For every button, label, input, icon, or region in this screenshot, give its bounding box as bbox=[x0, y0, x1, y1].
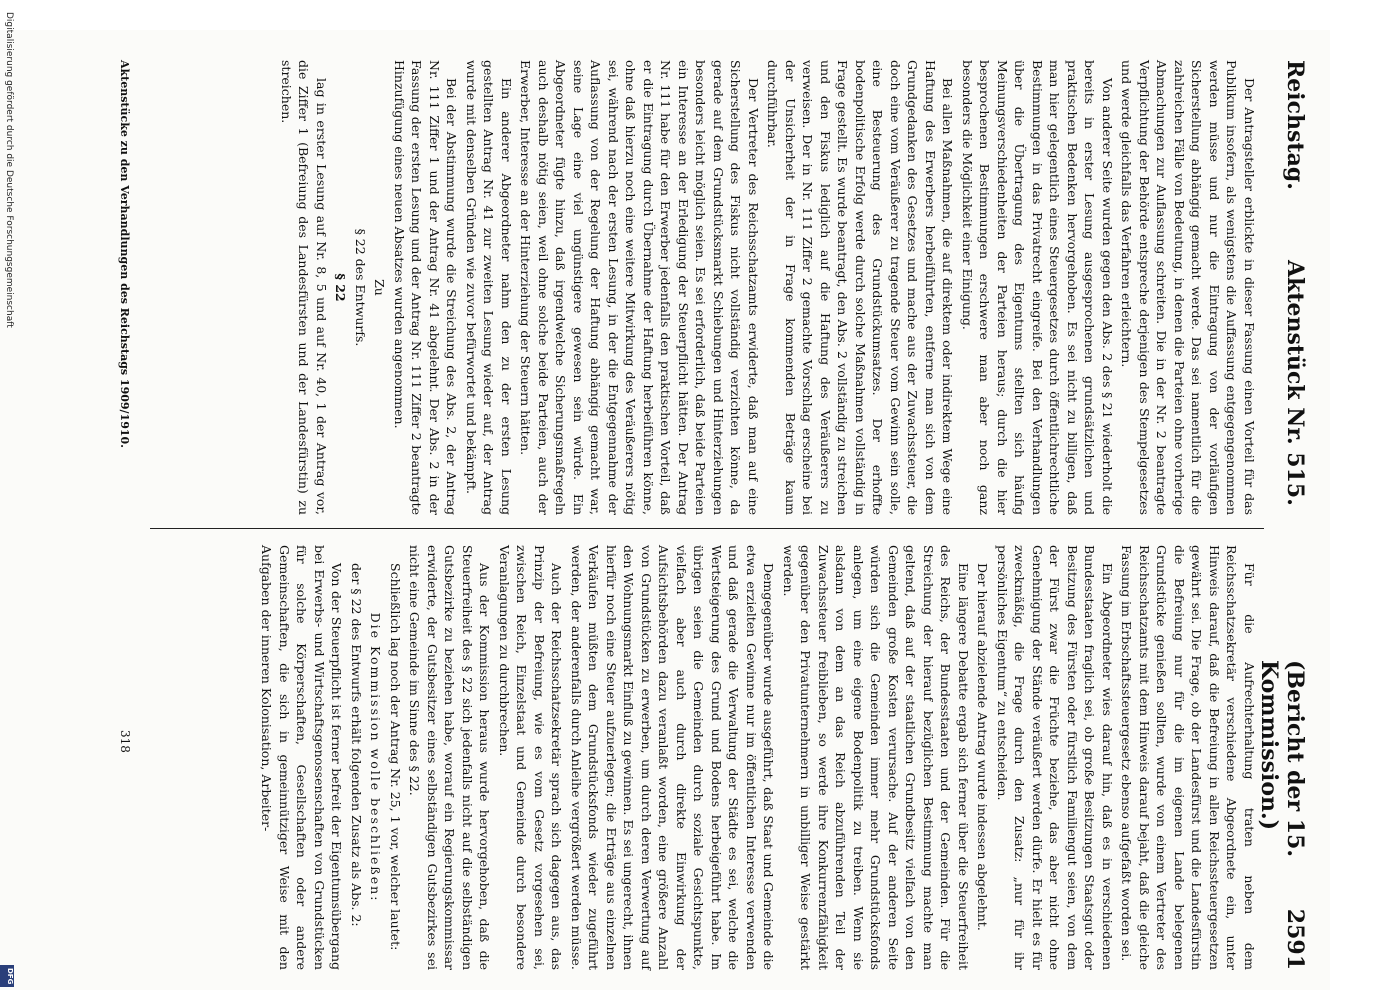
page-footer: Aktenstücke zu den Verhandlungen des Reichstags 1909/1910. bbox=[118, 60, 131, 448]
paragraph: Ein anderer Abgeordneter nahm den zu der ersten Lesung gestellten Antrag Nr. 41 zur zweiten Lesung wieder auf, der Antrag wurde mit denselben Gründen wie zuvor befürwortet und bekämpft. bbox=[464, 60, 514, 515]
digitization-text: Digitalisierung gefördert durch die Deutsche Forschungsgemeinschaft bbox=[4, 12, 14, 328]
paragraph: lag in erster Lesung auf Nr. 8, 5 und auf Nr. 40, 1 der Antrag vor, die Ziffer 1 (Befreiung des Landesfürsten und der Landesfürstin) zu streichen. bbox=[279, 60, 329, 515]
paragraph: Von anderer Seite wurden gegen den Abs. 2 des § 21 wiederholt die bereits in erster Lesung ausgesprochenen grundsätzlichen und praktischen Bedenken hervorgehoben. Es sei nicht zu billigen, daß man hier gelegentlich eines Steuergesetzes durch öffentlichrechtliche Bestimmungen in das Privatrecht eingreife. Bei den Verhandlungen über die Übertragung des Eigentums stellten sich häufig Meinungsverschiedenheiten der Parteien heraus; durch die hier besprochenen Bestimmungen erschwere man aber noch ganz besonders die Möglichkeit einer Einigung. bbox=[960, 60, 1115, 515]
section-title: § 22 des Entwurfs. bbox=[353, 228, 368, 347]
paragraph: Aus der Kommission heraus wurde hervorgehoben, daß die Steuerfreiheit des § 22 sich jedenfalls nicht auf die selbständigen Gutsbezirke zu beziehen habe, worauf ein Regierungskommissar erwiderte, der Gutsbesitzer eines selbständigen Gutsbezirkes sei nicht eine Gemeinde im Sinne des § 22. bbox=[407, 545, 493, 970]
section-sign: § 22 bbox=[333, 273, 349, 302]
page-header bbox=[1256, 60, 1308, 970]
left-column bbox=[276, 60, 1259, 515]
header-left: Reichstag. bbox=[1282, 60, 1308, 190]
section-label: Zu bbox=[372, 279, 388, 296]
paragraph: Der Vertreter des Reichsschatzamts erwiderte, daß man auf eine Sicherstellung des Fiskus nicht vollständig verzichten könne, da gerade auf dem Grundstücksmarkt Schiebungen und Hinterziehungen besonders leicht möglich seien. Es sei erforderlich, daß beide Parteien ein Interesse an der Erledigung der Steuerpflicht hätten. Der Antrag Nr. 111 habe für den Erwerber jedenfalls den praktischen Vorteil, daß er die Eintragung durch Übernahme der Haftung herbeiführen könne, ohne daß hierzu noch eine weitere Mitwirkung des Veräußerers nötig sei, während nach der ersten Lesung, in der die Entgegennahme der Auflassung von der Regelung der Haftung abhängig gemacht war, seine Lage eine viel ungünstigere gewesen sein würde. Ein Abgeordneter fügte hinzu, daß irgendwelche Sicherungsmaßregeln auch deshalb nötig seien, weil ohne solche beide Parteien, auch der Erwerber, Interesse an der Hinterziehung der Steuern hätten. bbox=[518, 60, 761, 515]
paragraph: Demgegenüber wurde ausgeführt, daß Staat und Gemeinde die etwa erzielten Gewinne nur im öffentlichen Interesse verwenden und daß gerade die Verwaltung der Städte es sei, welche die Wertsteigerung des Grund und Bodens herbeigeführt habe. Im übrigen seien die Gemeinden durch soziale Gesichtspunkte, vielfach aber auch durch direkte Einwirkung der Aufsichtsbehörden dazu veranlaßt worden, eine größere Anzahl von Grundstücken zu erwerben, um durch deren Verwertung auf den Wohnungsmarkt Einfluß zu gewinnen. Es sei ungerecht, ihnen hierfür noch eine Steuer aufzuerlegen; die Erträge aus einzelnen Verkäufen müßten dem Grundstücksfonds wieder zugeführt werden, der anderenfalls durch Anleihe vergrößert werden müsse. bbox=[569, 545, 777, 970]
motion-text: der § 22 des Entwurfs erhält folgenden Zusatz als Abs. 2: bbox=[349, 563, 364, 927]
paragraph: Auch der Reichsschatzsekretär sprach sich dagegen aus, das Prinzip der Befreiung, wie es vom Gesetz vorgesehen sei, zwischen Reich, Einzelstaat und Gemeinde durch besondere Veranlagungen zu durchbrechen. bbox=[497, 545, 565, 970]
paragraph: Bei allen Maßnahmen, die auf direktem oder indirektem Wege eine Haftung des Erwerbers herbeiführten, entferne man sich von dem Grundgedanken des Gesetzes und mache aus der Zuwachssteuer, die doch eine vom Veräußerer zu tragende Steuer vom Gewinn sein solle, eine Besteuerung des Grundstückumsatzes. Der erhoffte bodenpolitische Erfolg werde durch solche Maßnahmen vollständig in Frage gestellt. Es wurde beantragt, den Abs. 2 vollständig zu streichen und den Fiskus lediglich auf die Haftung des Veräußerers zu verweisen. Der in Nr. 111 Ziffer 2 gemachte Vorschlag erscheine bei der Unsicherheit der in Frage kommenden Beträge kaum durchführbar. bbox=[765, 60, 956, 515]
paragraph: Schließlich lag noch der Antrag Nr. 25, 1 vor, welcher lautet: bbox=[388, 563, 403, 951]
scanned-page bbox=[0, 30, 1330, 990]
paragraph: Bei der Abstimmung wurde die Streichung des Abs. 2, der Antrag Nr. 111 Ziffer 1 und der Antrag Nr. 41 abgelehnt. Der Abs. 2 in der Fassung der ersten Lesung und der Antrag Nr. 111 Ziffer 2 beantragte Hinzufügung eines neuen Absatzes wurden angenommen. bbox=[392, 60, 460, 515]
bottom-page-number: 318 bbox=[118, 730, 132, 753]
motion-quote: Von der Steuerpflicht ist ferner befreit der Eigentumsübergang bei Erwerbs- und Wirtschaftsgenossenschaften von Grundstücken für solche Körperschaften, Gesellschaften oder andere Gemeinschaften, die sich in gemeinnütziger Weise mit den Aufgaben der inneren Kolonisation, Arbeiter- bbox=[259, 545, 345, 970]
paragraph: Ein Abgeordneter wies darauf hin, daß es in verschiedenen Bundesstaaten fraglich sei, ob große Besitzungen Staatsgut oder Besitzung des Fürsten oder fürstlich Familiengut seien, von dem der Fürst zwar die Früchte beziehe, das aber nicht ohne Genehmigung der Stände veräußert werden dürfe. Er hielt es für zweckmäßig, die Frage durch den Zusatz: „nur für ihr persönliches Eigentum“ zu entscheiden. bbox=[995, 545, 1115, 970]
motion-lead: Die Kommission wolle beschließen: bbox=[368, 612, 384, 903]
column-divider bbox=[150, 528, 1264, 529]
right-column bbox=[256, 545, 1258, 970]
digitization-note bbox=[3, 12, 14, 972]
paragraph: Eine längere Debatte ergab sich ferner über die Steuerfreiheit des Reichs, der Bundesstaaten und der Gemeinden. Für die Streichung der hierauf bezüglichen Bestimmung machte man geltend, daß auf der staatlichen Grundbesitz vielfach von den Gemeinden große Kosten verursache. Auf der anderen Seite würden sich die Gemeinden immer mehr Grundstücksfonds anlegen, um eine eigene Bodenpolitik zu treiben. Wenn sie alsdann von dem an das Reich abzuführenden Teil der Zuwachssteuer freiblieben, so werde ihre Konkurrenzfähigkeit gegenüber den Privatunternehmern in unbilliger Weise gestärkt werden. bbox=[781, 545, 971, 970]
header-report: (Bericht der 15. Kommission.) bbox=[1256, 660, 1308, 858]
dfg-logo: DFG bbox=[0, 965, 14, 987]
header-page-number: 2591 bbox=[1282, 908, 1308, 970]
paragraph: Der hierauf abzielende Antrag wurde indessen abgelehnt. bbox=[975, 563, 991, 931]
paragraph: Der Antragsteller erblickte in dieser Fassung einen Vorteil für das Publikum insofern, als wenigstens die Auffassung entgegengenommen werden müsse und nur die Eintragung von der vorläufigen Sicherstellung abhängig gemacht werde. Das sei namentlich für die zahlreichen Fälle von Bedeutung, in denen die Parteien ohne vorherige Abmachungen zur Auflassung schreiten. Die in der Nr. 2 beantragte Verpflichtung der Behörde entspreche derjenigen des Stempelgesetzes und werde gleichfalls das Verfahren erleichtern. bbox=[1119, 60, 1257, 515]
paragraph: Für die Aufrechterhaltung traten neben dem Reichsschatzsekretär verschiedene Abgeordnete ein, unter Hinweis darauf, daß die Befreiung in allen Reichssteuergesetzen gewährt sei. Die Frage, ob der Landesfürst und die Landesfürstin die Befreiung nur für die im eigenen Lande belegenen Grundstücke genießen sollten, wurde von einem Vertreter des Reichsschatzamts mit dem Hinweis darauf bejaht, daß die gleiche Fassung im Erbschaftssteuergesetz ebenso aufgefaßt worden sei. bbox=[1119, 545, 1257, 970]
header-center: Aktenstück Nr. 515. bbox=[1282, 260, 1308, 506]
